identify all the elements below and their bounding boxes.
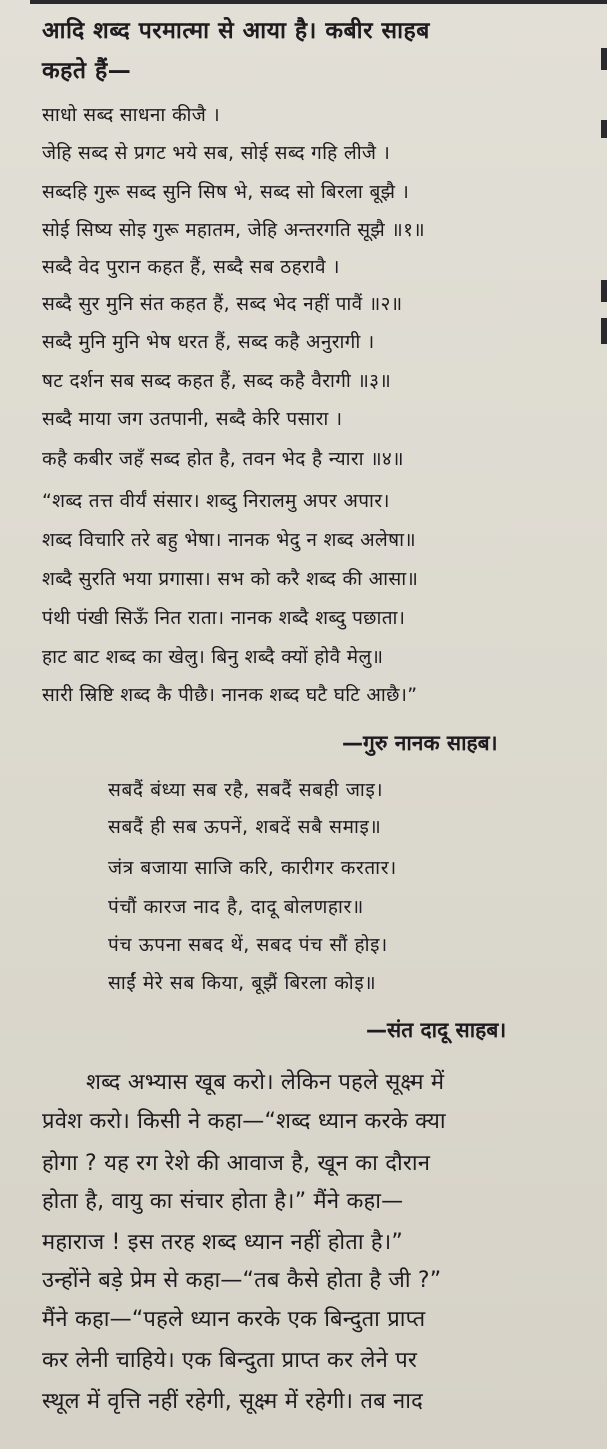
- nanak-attribution: —गुरु नानक साहब।: [342, 731, 498, 755]
- dadu-verse-line: सबदैं ही सब ऊपनें, शबदें सबै समाइ॥: [108, 816, 382, 838]
- kabir-verse-line: षट दर्शन सब सब्द कहत हैं, सब्द कहै वैरागी ॥३॥: [42, 370, 392, 392]
- dadu-verse-line: पंच ऊपना सबद थें, सबद पंच सौं होइ।: [108, 934, 388, 956]
- intro-line: आदि शब्द परमात्मा से आया है। कबीर साहब: [42, 18, 430, 44]
- nanak-verse-line: हाट बाट शब्द का खेलु। बिनु शब्दै क्यों होवै मेलु॥: [42, 646, 384, 668]
- nanak-verse-line: सारी स्रिष्टि शब्द कै पीछै। नानक शब्द घटै घटि आछै।”: [42, 684, 418, 706]
- nanak-verse-line: शब्दै सुरति भया प्रगासा। सभ को करै शब्द की आसा॥: [42, 568, 419, 590]
- prose-line: होगा ? यह रग रेशे की आवाज है, खून का दौरान: [42, 1151, 431, 1176]
- prose-line: महाराज ! इस तरह शब्द ध्यान नहीं होता है।”: [42, 1230, 403, 1255]
- kabir-verse-line: सोई सिष्य सोइ गुरू महातम, जेहि अन्तरगति सूझै ॥१॥: [42, 219, 425, 241]
- dadu-verse-line: पंचौं कारज नाद है, दादू बोलणहार॥: [108, 896, 364, 918]
- page-edge-mark: [601, 280, 607, 302]
- kabir-verse-line: साधो सब्द साधना कीजै ।: [42, 104, 221, 126]
- page-edge-mark: [601, 120, 607, 138]
- prose-line: मैंने कहा—“पहले ध्यान करके एक बिन्दुता प्राप्त: [42, 1307, 426, 1332]
- kabir-verse-line: कहै कबीर जहँ सब्द होत है, तवन भेद है न्यारा ॥४॥: [42, 448, 404, 470]
- kabir-verse-line: जेहि सब्द से प्रगट भये सब, सोई सब्द गहि लीजै ।: [42, 142, 391, 164]
- kabir-verse-line: सब्दै मुनि मुनि भेष धरत हैं, सब्द कहै अनुरागी ।: [42, 331, 375, 353]
- nanak-verse-line: पंथी पंखी सिऊँ नित राता। नानक शब्दै शब्दु पछाता।: [42, 607, 406, 629]
- dadu-verse-line: जंत्र बजाया साजि करि, कारीगर करतार।: [108, 857, 397, 879]
- page-edge-mark: [601, 48, 607, 70]
- kabir-verse-line: सब्दै माया जग उतपानी, सब्दै केरि पसारा ।: [42, 408, 343, 430]
- nanak-verse-line: शब्द विचारि तरे बहु भेषा। नानक भेदु न शब्द अलेषा॥: [42, 529, 416, 551]
- prose-line: कर लेनी चाहिये। एक बिन्दुता प्राप्त कर लेने पर: [42, 1348, 418, 1373]
- prose-line: होता है, वायु का संचार होता है।” मैंने कहा—: [42, 1189, 404, 1214]
- nanak-verse-line: “शब्द तत्त वीर्यं संसार। शब्दु निरालमु अपर अपार।: [42, 490, 390, 512]
- prose-line: प्रवेश करो। किसी ने कहा—“शब्द ध्यान करके क्या: [42, 1109, 446, 1134]
- top-rule: [30, 0, 607, 4]
- kabir-verse-line: सब्दै सुर मुनि संत कहत हैं, सब्द भेद नहीं पावैं ॥२॥: [42, 293, 403, 315]
- dadu-verse-line: सबदैं बंध्या सब रहै, सबदैं सबही जाइ।: [108, 779, 384, 801]
- kabir-verse-line: सब्दहि गुरू सब्द सुनि सिष भे, सब्द सो बिरला बूझै ।: [42, 181, 410, 203]
- prose-line: शब्द अभ्यास खूब करो। लेकिन पहले सूक्ष्म में: [86, 1070, 445, 1095]
- prose-line: स्थूल में वृत्ति नहीं रहेगी, सूक्ष्म में रहेगी। तब नाद: [42, 1389, 424, 1414]
- kabir-verse-line: सब्दै वेद पुरान कहत हैं, सब्दै सब ठहरावै ।: [42, 256, 340, 278]
- dadu-verse-line: साईं मेरे सब किया, बूझैं बिरला कोइ॥: [108, 972, 377, 994]
- intro-line: कहते हैं—: [42, 58, 132, 84]
- dadu-attribution: —संत दादू साहब।: [366, 1018, 507, 1042]
- page-edge-mark: [601, 318, 607, 344]
- prose-line: उन्होंने बड़े प्रेम से कहा—“तब कैसे होता है जी ?”: [42, 1268, 442, 1293]
